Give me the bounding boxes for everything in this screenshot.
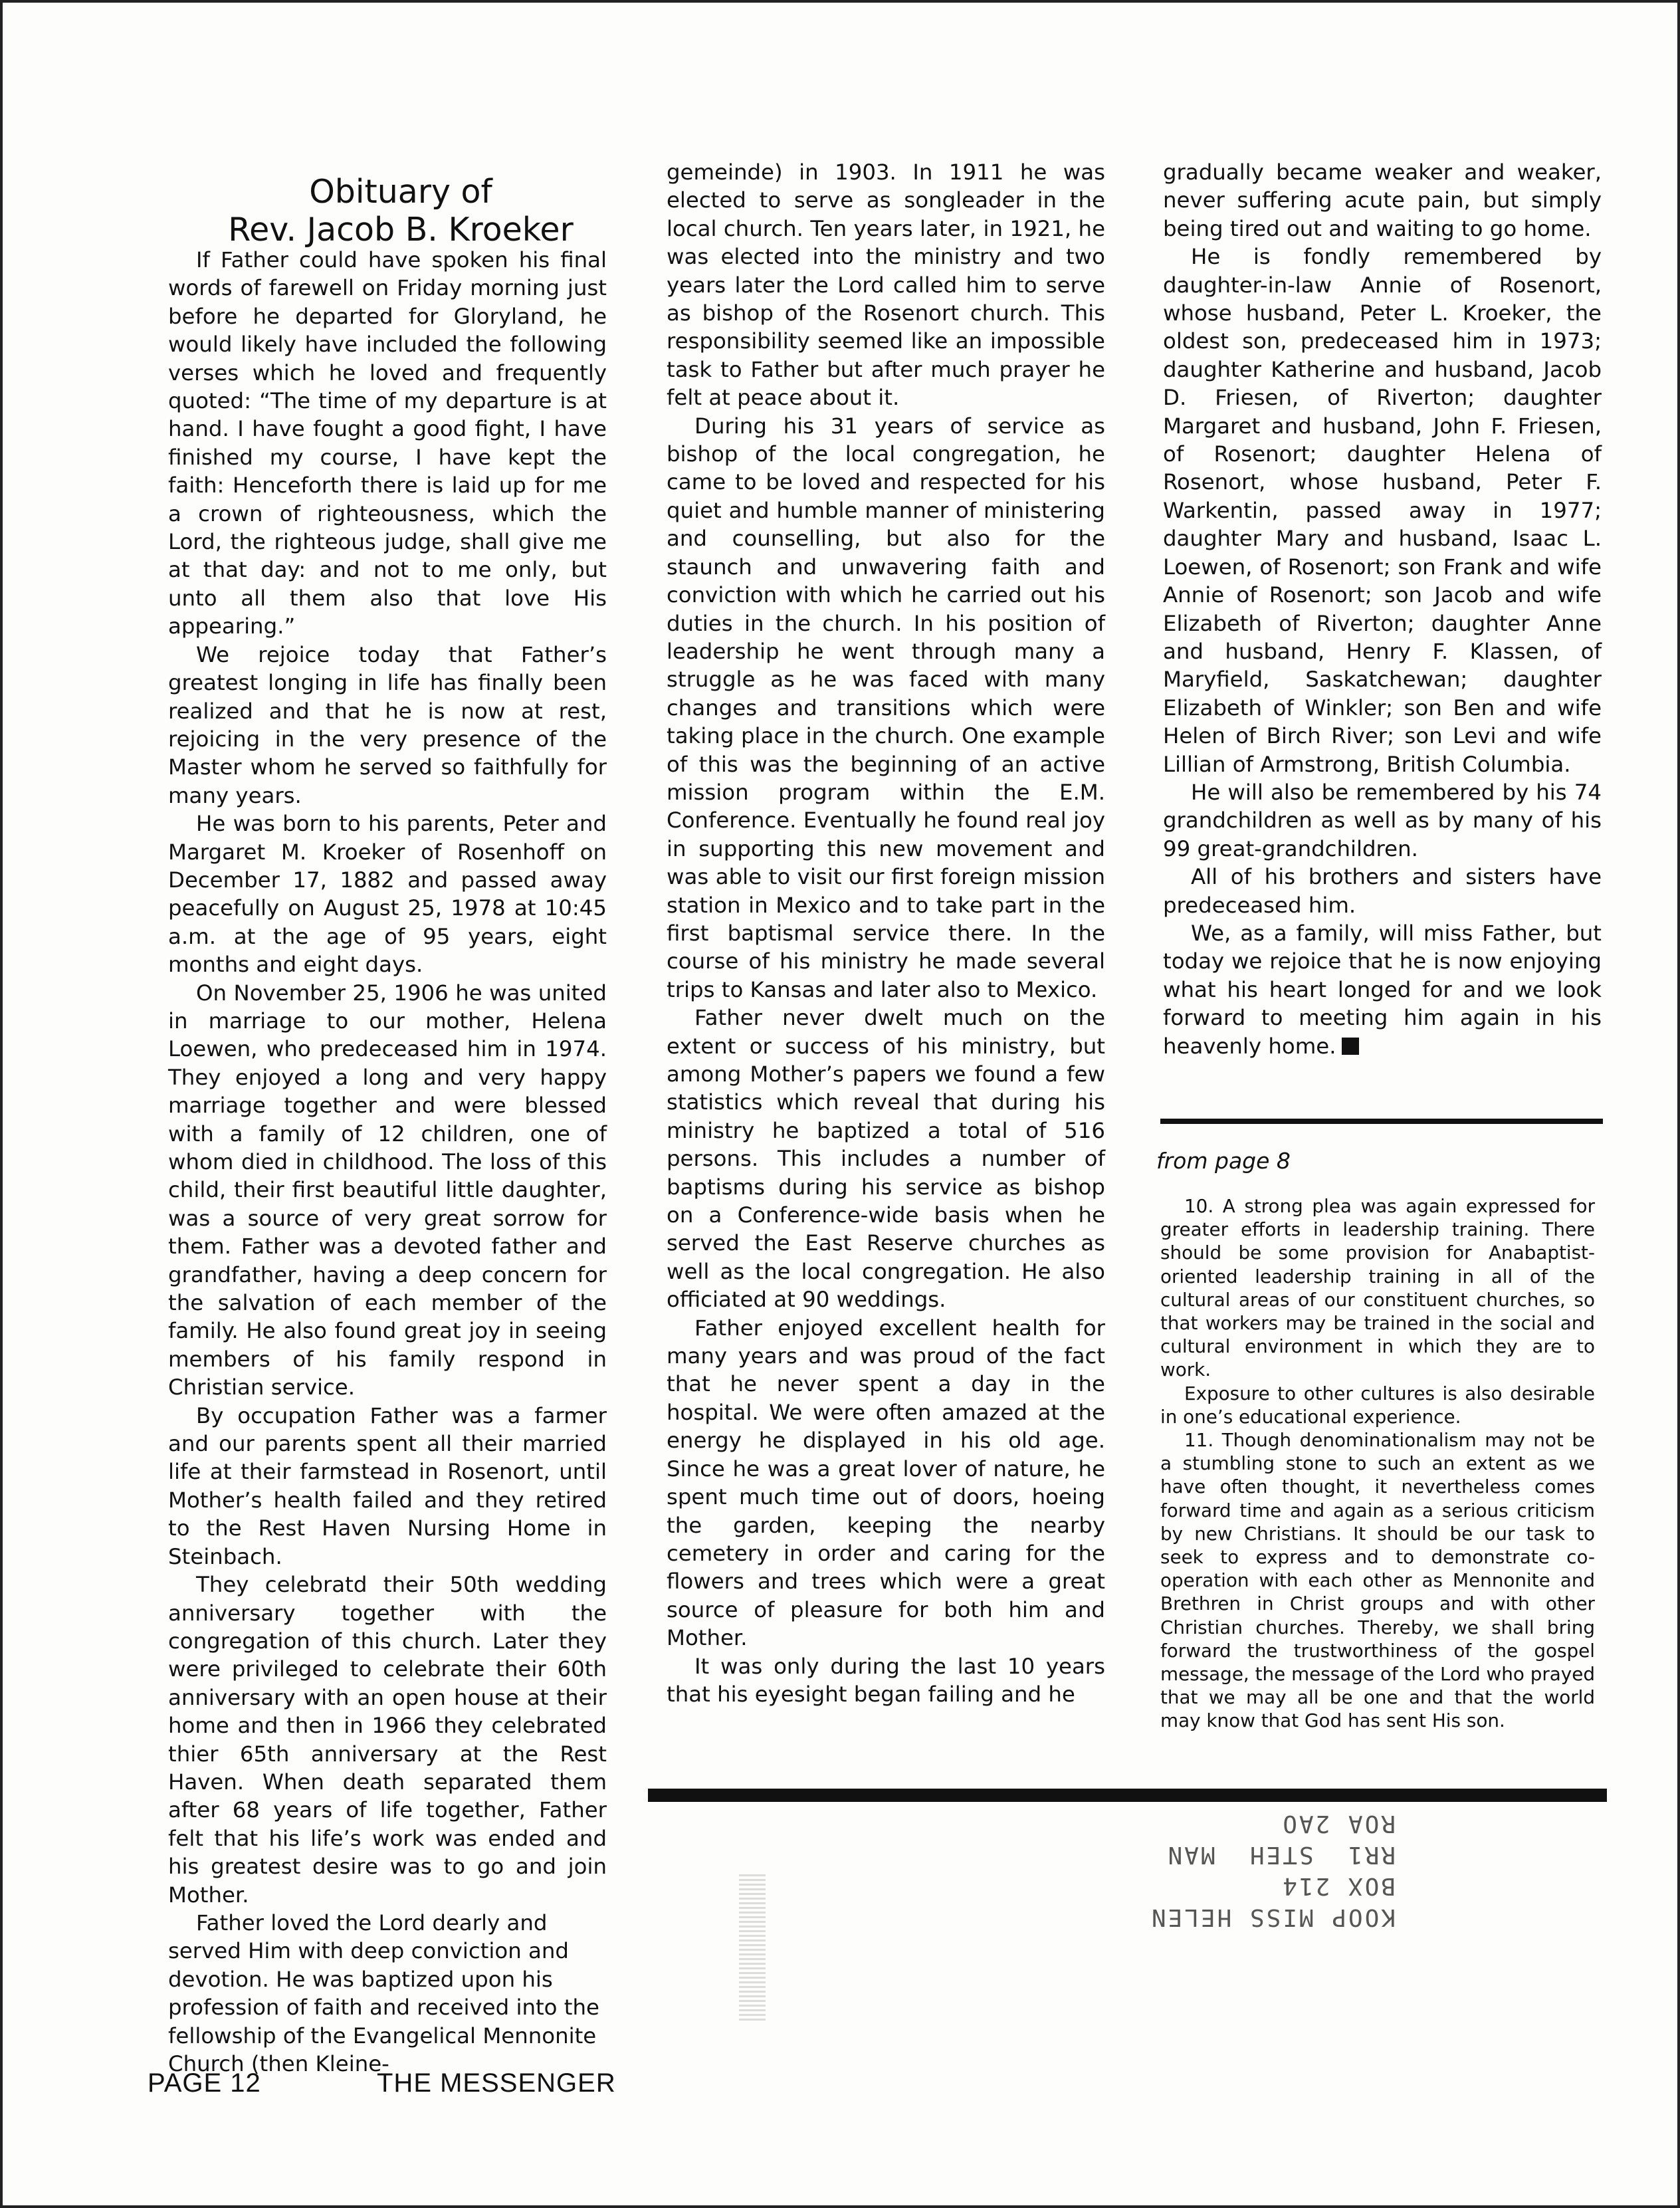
article-title xyxy=(168,173,633,249)
mailing-label-line: BOX 214 xyxy=(1281,1872,1396,1900)
paragraph: On November 25, 1906 he was united in marriage to our mother, Helena Loewen, who predeceased him in 1974. They enjoyed a long and very happy marriage together and were blessed with a family of 12 children, one of whom died in childhood. The loss of this child, their first beautiful little daughter, was a source of very great sorrow for them. Father was a devoted father and grandfather, having a deep concern for the salvation of each member of the family. He also found great joy in seeing members of his family respond in Christian service. xyxy=(168,980,607,1400)
article-column-1 xyxy=(168,246,607,2078)
page-number: PAGE 12 xyxy=(148,2068,261,2098)
paragraph: Father never dwelt much on the extent or success of his ministry, but among Mother’s papers we found a few statistics which reveal that during his ministry he baptized a total of 516 persons. This includes a number of baptisms during his service as bishop on a Conference-wide basis when he served the East Reserve churches as well as the local congregation. He also officiated at 90 weddings. xyxy=(667,1005,1105,1313)
paragraph: Exposure to other cultures is also desirable in one’s educational experience. xyxy=(1160,1382,1595,1428)
article-column-3 xyxy=(1163,158,1602,1060)
paragraph: Father enjoyed excellent health for many years and was proud of the fact that he never spent a day in the hospital. We were often amazed at the energy he displayed in his old age. Since he was a great lover of nature, he spent much time out of doors, hoeing the garden, keeping the nearby cemetery in order and caring for the flowers and trees which were a great source of pleasure for both him and Mother. xyxy=(667,1315,1105,1651)
paragraph: It was only during the last 10 years that his eyesight began failing and he xyxy=(667,1653,1105,1707)
paragraph: If Father could have spoken his final words of farewell on Friday morning just before he departed for Gloryland, he would likely have included the following verses which he loved and frequently quoted: “The time of my departure is at hand. I have fought a good fight, I have finished my course, I have kept the faith: Henceforth there is laid up for me a crown of righteousness, which the Lord, the righteous judge, shall give me at that day: and not to me only, but unto all them also that love His appearing.” xyxy=(168,247,607,639)
paragraph: We rejoice today that Father’s greatest longing in life has finally been realized and that he is now at rest, rejoicing in the very presence of the Master whom he served so faithfully for many years. xyxy=(168,641,607,808)
paragraph: gemeinde) in 1903. In 1911 he was elected to serve as songleader in the local church. Ten years later, in 1921, he was elected into the ministry and two years later the Lord called him to serve as bishop of the Rosenort church. This responsibility seemed like an impossible task to Father but after much prayer he felt at peace about it. xyxy=(667,160,1105,411)
paragraph: He is fondly remembered by daughter-in-law Annie of Rosenort, whose husband, Peter L. Kroeker, the oldest son, predeceased him in 1973; daughter Katherine and husband, Jacob D. Friesen, of Riverton; daughter Margaret and husband, John F. Friesen, of Rosenort; daughter Helena of Rosenort, whose husband, Peter F. Warkentin, passed away in 1977; daughter Mary and husband, Isaac L. Loewen, of Rosenort; son Frank and wife Annie of Rosenort; son Jacob and wife Elizabeth of Riverton; daughter Anne and husband, Henry F. Klassen, of Maryfield, Saskatchewan; daughter Elizabeth of Winkler; son Ben and wife Helen of Birch River; son Levi and wife Lillian of Armstrong, British Columbia. xyxy=(1163,244,1602,777)
paragraph: Father loved the Lord dearly and served Him with deep conviction and devotion. He was baptized upon his profession of faith and received into the fellowship of the Evangelical Mennonite Church (then Kleine- xyxy=(168,1910,599,2076)
paragraph xyxy=(1163,919,1602,1060)
paragraph: 11. Though denominationalism may not be a stumbling stone to such an extent as we have often thought, it nevertheless comes forward time and again as a serious criticism by new Christians. It should be our task to seek to express and to demonstrate co-operation with each other as Mennonite and Brethren in Christ groups and with other Christian churches. Thereby, we shall bring forward the trustworthiness of the gospel message, the message of the Lord who prayed that we may all be one and that the world may know that God has sent His son. xyxy=(1160,1429,1595,1732)
paragraph: By occupation Father was a farmer and our parents spent all their married life at their farmstead in Rosenort, until Mother’s health failed and they retired to the Rest Haven Nursing Home in Steinbach. xyxy=(168,1402,607,1569)
scan-smudge xyxy=(739,1874,766,2021)
article-title-line2: Rev. Jacob B. Kroeker xyxy=(228,210,574,249)
bottom-rule xyxy=(648,1789,1607,1802)
article-column-2 xyxy=(667,158,1105,1708)
section-divider xyxy=(1160,1119,1603,1124)
mailing-label-line: RR1 STEH MAN xyxy=(1166,1841,1396,1868)
paragraph: All of his brothers and sisters have predeceased him. xyxy=(1163,864,1602,918)
paragraph: They celebratd their 50th wedding anniversary together with the congregation of this church. Later they were privileged to celebrate their 60th anniversary with an open house at their home and then in 1966 they celebrated thier 65th anniversary at the Rest Haven. When death separated them after 68 years of life together, Father felt that his life’s work was ended and his greatest desire was to go and join Mother. xyxy=(168,1572,607,1908)
closing-paragraph-text: We, as a family, will miss Father, but today we rejoice that he is now enjoying what his heart longed for and we look forward to meeting him again in his heavenly home. xyxy=(1163,920,1602,1059)
paragraph: 10. A strong plea was again expressed for greater efforts in leadership training. There should be some provision for Anabaptist-oriented leadership training in all of the cultural areas of our constituent churches, so that workers may be trained in the social and cultural environment in which they are to work. xyxy=(1160,1195,1595,1381)
end-mark-icon xyxy=(1342,1038,1359,1055)
continued-text xyxy=(1160,1194,1595,1733)
publication-name: THE MESSENGER xyxy=(377,2068,616,2098)
mailing-label-line: ROA 2AO xyxy=(1281,1810,1396,1837)
mailing-label xyxy=(1103,1808,1396,1933)
paragraph: He was born to his parents, Peter and Margaret M. Kroeker of Rosenhoff on December 17, 1882 and passed away peacefully on August 25, 1978 at 10:45 a.m. at the age of 95 years, eight months and eight days. xyxy=(168,811,607,978)
article-title-line1: Obituary of xyxy=(309,172,492,211)
paragraph: gradually became weaker and weaker, never suffering acute pain, but simply being tired out and waiting to go home. xyxy=(1163,160,1602,241)
mailing-label-line: KOOP MISS HELEN xyxy=(1149,1904,1396,1931)
continued-from-label: from page 8 xyxy=(1156,1148,1291,1174)
paragraph: During his 31 years of service as bishop of the local congregation, he came to be loved and respected for his quiet and humble manner of ministering and counselling, but also for the staunch and unwavering faith and conviction with which he carried out his duties in the church. In his position of leadership he went through many a struggle as he was faced with many changes and transitions which were taking place in the church. One example of this was the beginning of an active mission program within the E.M. Conference. Eventually he found real joy in supporting this new movement and was able to visit our first foreign mission station in Mexico and to take part in the first baptismal service there. In the course of his ministry he made several trips to Kansas and later also to Mexico. xyxy=(667,413,1105,1002)
paragraph: He will also be remembered by his 74 grandchildren as well as by many of his 99 great-grandchildren. xyxy=(1163,779,1602,861)
